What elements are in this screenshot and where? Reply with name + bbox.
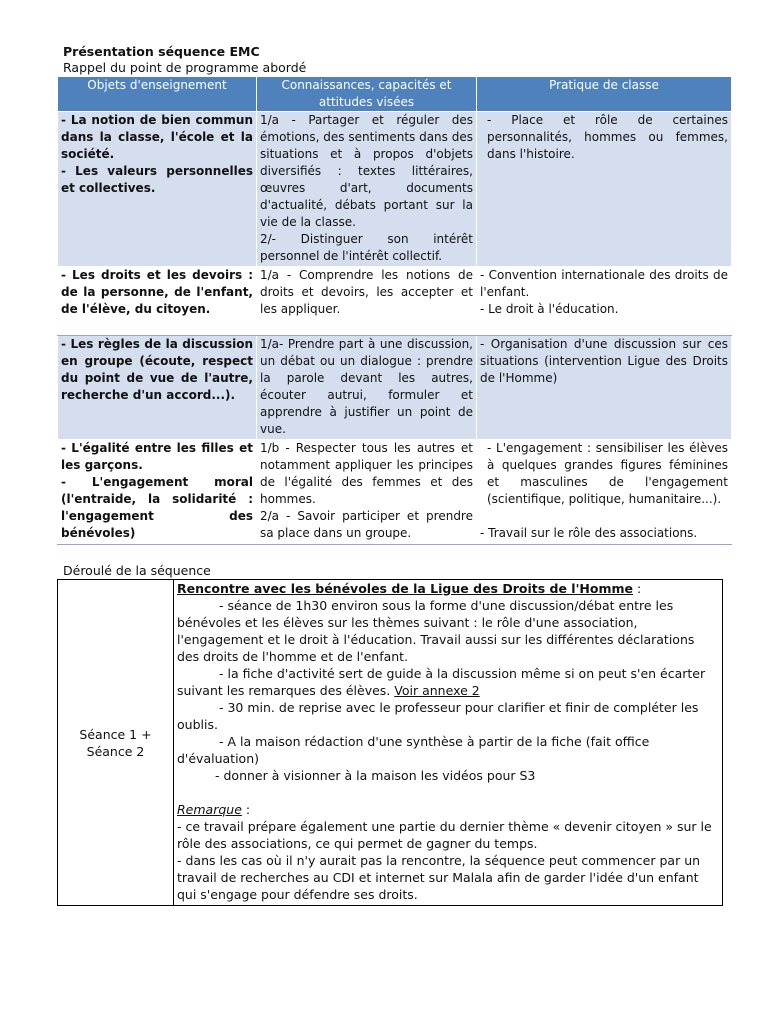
program-table (57, 76, 732, 545)
table-row (58, 336, 732, 440)
document-subtitle: Rappel du point de programme abordé (63, 60, 307, 75)
seance-cell: Séance 1 + Séance 2 (58, 580, 174, 906)
remarque-suffix: : (241, 802, 251, 817)
annex-link[interactable]: Voir annexe 2 (394, 683, 480, 698)
spacer (177, 784, 718, 801)
cell-line: - Organisation d'une discussion sur ces situations (intervention Ligue des Droits de l'Homme) (480, 337, 728, 385)
table-row (58, 112, 732, 267)
cell-line: - Les règles de la discussion en groupe (écoute, respect du point de vue de l'autre, recherche d'un accord...). (61, 337, 253, 402)
list-item: - donner à visionner à la maison les vidéos pour S3 (215, 768, 536, 783)
list-item (177, 665, 718, 699)
document-title: Présentation séquence EMC (63, 44, 260, 59)
pratique-cell (477, 267, 732, 336)
table-row (58, 440, 732, 545)
heading-text: Rencontre avec les bénévoles de la Ligue des Droits de l'Homme (177, 581, 633, 596)
objets-cell (58, 336, 257, 440)
objets-cell (58, 440, 257, 545)
cell-line: 1/b - Respecter tous les autres et notamment appliquer les principes de l'égalité des femmes et des hommes. (260, 441, 473, 506)
remarque-item: - ce travail prépare également une partie du dernier thème « devenir citoyen » sur le rôle des associations, ce qui permet de gagner du temps. (177, 819, 712, 851)
item-text: - la fiche d'activité sert de guide à la discussion même si on peut s'en écarter suivant les remarques des élèves. (177, 666, 706, 698)
list-item: - A la maison rédaction d'une synthèse à partir de la fiche (fait office d'évaluation) (177, 734, 650, 766)
cell-line: - L'égalité entre les filles et les garçons. (61, 441, 253, 472)
sequence-table (57, 579, 723, 906)
table-row (58, 580, 723, 906)
rencontre-heading (177, 580, 718, 597)
cell-line: - Place et rôle de certaines personnalités, hommes ou femmes, dans l'histoire. (487, 113, 728, 161)
list-item: - 30 min. de reprise avec le professeur pour clarifier et finir de compléter les oublis. (177, 700, 699, 732)
cell-line: 2/a - Savoir participer et prendre sa place dans un groupe. (260, 509, 473, 540)
remarque-item: - dans les cas où il n'y aurait pas la rencontre, la séquence peut commencer par un travail de recherches au CDI et internet sur Malala afin de garder l'idée d'un enfant qui s'engage pour défendre ses droits. (177, 853, 701, 902)
cell-line: - La notion de bien commun dans la classe, l'école et la société. (61, 113, 253, 161)
header-connaissances: Connaissances, capacités et attitudes visées (257, 77, 477, 112)
remarque-heading (177, 801, 718, 818)
remarque-label: Remarque (177, 802, 242, 817)
objets-cell (58, 267, 257, 336)
document-page (57, 40, 731, 906)
cell-line: - Convention internationale des droits de l'enfant. (480, 268, 728, 299)
cell-line: - Les valeurs personnelles et collectives. (61, 164, 253, 195)
pratique-cell (477, 336, 732, 440)
cell-line: - Les droits et les devoirs : de la personne, de l'enfant, de l'élève, du citoyen. (61, 268, 253, 316)
connaissances-cell (257, 440, 477, 545)
cell-line: 2/- Distinguer son intérêt personnel de l'intérêt collectif. (260, 232, 473, 263)
cell-line: - Travail sur le rôle des associations. (480, 526, 698, 540)
deroule-label: Déroulé de la séquence (63, 563, 211, 578)
connaissances-cell (257, 112, 477, 267)
seance-content (174, 580, 723, 906)
connaissances-cell (257, 336, 477, 440)
cell-line: 1/a - Comprendre les notions de droits et devoirs, les accepter et les appliquer. (260, 268, 473, 316)
heading-suffix: : (632, 581, 642, 596)
cell-line: - Le droit à l'éducation. (480, 302, 619, 316)
header-pratique: Pratique de classe (477, 77, 732, 112)
objets-cell (58, 112, 257, 267)
cell-line: - L'engagement : sensibiliser les élèves à quelques grandes figures féminines et masculines de l'engagement (scientifique, politique, humanitaire...). (487, 441, 728, 506)
cell-line: 1/a- Prendre part à une discussion, un débat ou un dialogue : prendre la parole devant les autres, écouter autrui, formuler et apprendre à justifier un point de vue. (260, 337, 473, 436)
pratique-cell (477, 440, 732, 545)
cell-line: 1/a - Partager et réguler des émotions, des sentiments dans des situations et à propos d'objets diversifiés : textes littéraires, œuvres d'art, documents d'actualité, débats portant sur la vie de la classe. (260, 113, 473, 229)
table-header-row (58, 77, 732, 112)
cell-line: - L'engagement moral (l'entraide, la solidarité : l'engagement des bénévoles) (61, 475, 253, 540)
header-objets: Objets d'enseignement (58, 77, 257, 112)
table-row (58, 267, 732, 336)
pratique-cell (477, 112, 732, 267)
list-item: - séance de 1h30 environ sous la forme d'une discussion/débat entre les bénévoles et les élèves sur les thèmes suivant : le rôle d'une association, l'engagement et le droit à l'éducation. Travail aussi sur les différentes déclarations des droits de l'homme et de l'enfant. (177, 598, 695, 664)
connaissances-cell (257, 267, 477, 336)
